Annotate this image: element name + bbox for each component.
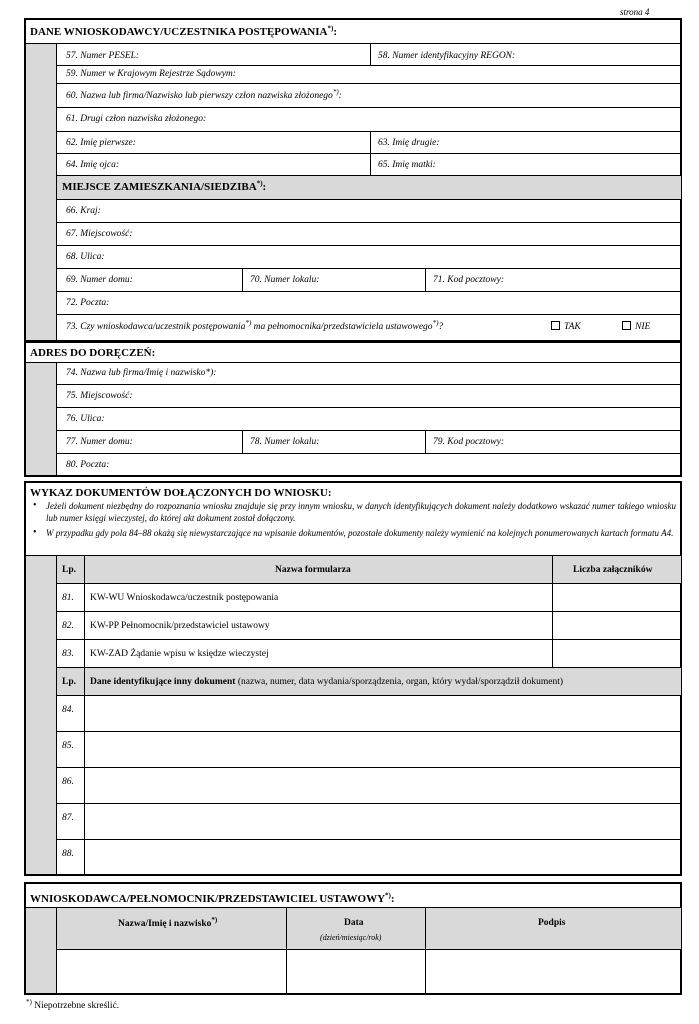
field-62-first-name[interactable]: 62. Imię pierwsze: — [66, 138, 136, 148]
field-79-postal-code[interactable]: 79. Kod pocztowy: — [433, 437, 504, 447]
field-59-krs[interactable]: 59. Numer w Krajowym Rejestrze Sądowym: — [66, 69, 236, 79]
field-80-post-office[interactable]: 80. Poczta: — [66, 460, 110, 470]
field-72-post-office[interactable]: 72. Poczta: — [66, 298, 110, 308]
field-78-apartment-number[interactable]: 78. Numer lokalu: — [250, 437, 320, 447]
col-form-name-header: Nazwa formularza — [275, 565, 351, 575]
residence-section-title: MIEJSCE ZAMIESZKANIA/SIEDZIBA*): — [62, 179, 267, 193]
field-73-representative-question: 73. Czy wnioskodawca/uczestnik postępowania*) ma pełnomocnika/przedstawiciela ustawowego*)? — [66, 318, 444, 332]
row-88-document-input[interactable] — [85, 840, 681, 875]
signature-date-input[interactable] — [287, 950, 425, 993]
col-signature-header: Podpis — [538, 918, 566, 928]
row-83-form-name: KW-ZAD Żądanie wpisu w księdze wieczystej — [90, 649, 269, 659]
row-83-lp: 83. — [62, 649, 74, 659]
col-date-hint: (dzień/miesiąc/rok) — [320, 933, 382, 942]
row-87-lp: 87. — [62, 813, 74, 823]
row-82-lp: 82. — [62, 621, 74, 631]
row-83-count-input[interactable] — [553, 640, 681, 667]
col-other-document-header: Dane identyfikujące inny dokument (nazwa, numer, data wydania/sporządzenia, organ, który wydał/sporządził dokument) — [90, 677, 564, 687]
field-68-street[interactable]: 68. Ulica: — [66, 252, 105, 262]
signature-section-title: WNIOSKODAWCA/PEŁNOMOCNIK/PRZEDSTAWICIEL USTAWOWY*): — [30, 891, 395, 905]
field-57-pesel[interactable]: 57. Numer PESEL: — [66, 51, 140, 61]
row-84-lp: 84. — [62, 705, 74, 715]
row-85-lp: 85. — [62, 741, 74, 751]
nie-checkbox[interactable]: NIE — [622, 321, 650, 333]
row-82-form-name: KW-PP Pełnomocnik/przedstawiciel ustawowy — [90, 621, 270, 631]
col-attachments-count-header: Liczba załączników — [573, 565, 653, 575]
applicant-gray-strip — [26, 44, 56, 340]
field-58-regon[interactable]: 58. Numer identyfikacyjny REGON: — [378, 51, 516, 61]
field-65-mother-name[interactable]: 65. Imię matki: — [378, 160, 436, 170]
tak-checkbox-box[interactable] — [551, 321, 560, 330]
signature-gray-strip — [26, 908, 56, 993]
field-70-apartment-number[interactable]: 70. Numer lokalu: — [250, 275, 320, 285]
row-86-lp: 86. — [62, 777, 74, 787]
field-61-second-surname[interactable]: 61. Drugi człon nazwiska złożonego: — [66, 114, 207, 124]
row-81-count-input[interactable] — [553, 584, 681, 611]
field-64-father-name[interactable]: 64. Imię ojca: — [66, 160, 120, 170]
row-81-form-name: KW-WU Wnioskodawca/uczestnik postępowania — [90, 593, 279, 603]
note-bullet-2: • — [33, 527, 37, 538]
delivery-section-title: ADRES DO DORĘCZEŃ: — [30, 347, 156, 359]
documents-note-2: W przypadku gdy pola 84–88 okażą się niewystarczające na wpisanie dokumentów, pozostałe dokumenty należy wymienić na kolejnych ponumerowanych kartach formatu A4. — [46, 528, 674, 538]
delivery-gray-strip — [26, 362, 56, 475]
col-signer-name-header: Nazwa/Imię i nazwisko*) — [118, 915, 218, 929]
row-81-lp: 81. — [62, 593, 74, 603]
field-76-street[interactable]: 76. Ulica: — [66, 414, 105, 424]
field-75-city[interactable]: 75. Miejscowość: — [66, 391, 133, 401]
page-number: strona 4 — [620, 7, 650, 17]
field-60-name[interactable]: 60. Nazwa lub firma/Nazwisko lub pierwszy człon nazwiska złożonego*): — [66, 87, 342, 101]
field-74-name[interactable]: 74. Nazwa lub firma/Imię i nazwisko*): — [66, 368, 217, 378]
row-86-document-input[interactable] — [85, 768, 681, 803]
field-77-house-number[interactable]: 77. Numer domu: — [66, 437, 133, 447]
documents-gray-strip — [26, 556, 56, 874]
field-71-postal-code[interactable]: 71. Kod pocztowy: — [433, 275, 504, 285]
signer-name-input[interactable] — [57, 950, 286, 993]
row-88-lp: 88. — [62, 849, 74, 859]
nie-checkbox-box[interactable] — [622, 321, 631, 330]
documents-note-1: Jeżeli dokument niezbędny do rozpoznania wniosku znajduje się przy innym wniosku, w danych identyfikujących dokument należy dodatkowo wskazać numer takiego wniosku lub numer księgi wieczystej, do której akt dokument został dołączony. — [46, 501, 676, 523]
row-84-document-input[interactable] — [85, 696, 681, 731]
col-date-header: Data — [344, 918, 364, 928]
footnote: *) Niepotrzebne skreślić. — [26, 997, 120, 1011]
row-85-document-input[interactable] — [85, 732, 681, 767]
col-lp2-header: Lp. — [62, 677, 76, 687]
applicant-section-title: DANE WNIOSKODAWCY/UCZESTNIKA POSTĘPOWANIA*): — [30, 24, 337, 38]
row-87-document-input[interactable] — [85, 804, 681, 839]
row-82-count-input[interactable] — [553, 612, 681, 639]
field-63-second-name[interactable]: 63. Imię drugie: — [378, 138, 440, 148]
field-66-country[interactable]: 66. Kraj: — [66, 206, 101, 216]
field-67-city[interactable]: 67. Miejscowość: — [66, 229, 133, 239]
note-bullet-1: • — [33, 500, 37, 511]
tak-checkbox[interactable]: TAK — [551, 321, 581, 333]
field-69-house-number[interactable]: 69. Numer domu: — [66, 275, 133, 285]
signature-input[interactable] — [426, 950, 681, 993]
documents-section-title: WYKAZ DOKUMENTÓW DOŁĄCZONYCH DO WNIOSKU: — [30, 487, 332, 499]
col-lp-header: Lp. — [62, 565, 76, 575]
